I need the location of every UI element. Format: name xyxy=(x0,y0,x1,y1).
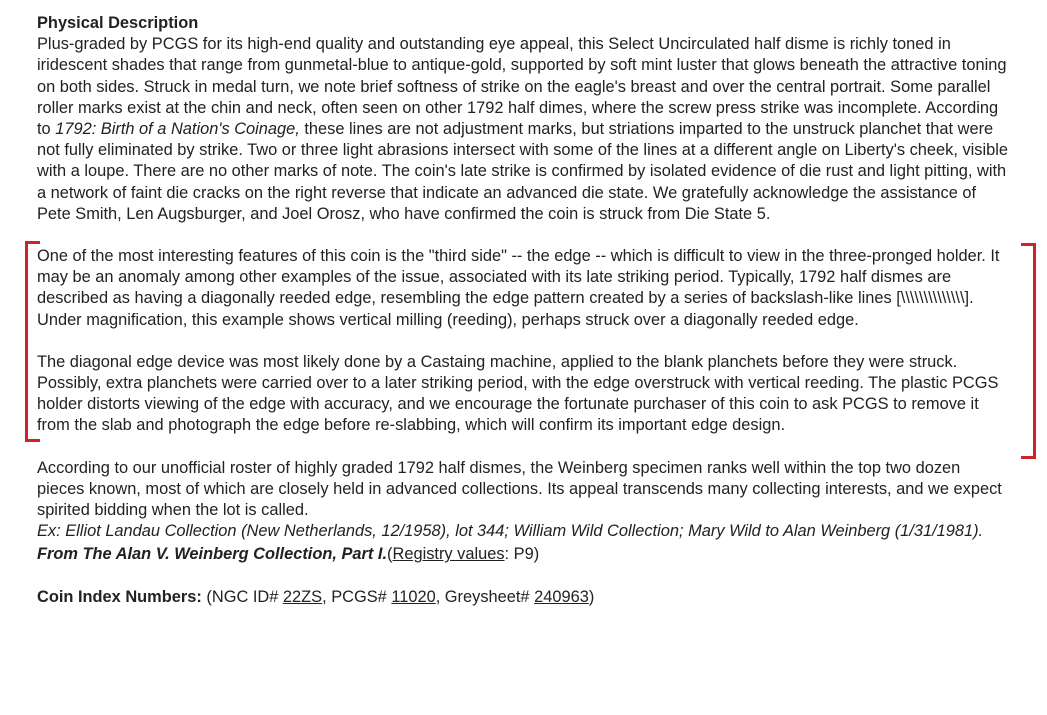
highlighted-edge-section xyxy=(37,246,1012,437)
lot-description xyxy=(37,13,1012,608)
castaing-paragraph: The diagonal edge device was most likely done by a Castaing machine, applied to the blank planchets before they were struck. Possibly, extra planchets were carried over to a later striking period, with the edge overstruck with vertical reeding. The plastic PCGS holder distorts viewing of the edge with accuracy, and we encourage the fortunate purchaser of this coin to ask PCGS to remove it from the slab and photograph the edge before re-slabbing, which will confirm its important edge design. xyxy=(37,352,999,435)
ngc-prefix: (NGC ID# xyxy=(201,587,283,606)
greysheet-prefix: , Greysheet# xyxy=(435,587,535,606)
para1-text-a: Plus-graded by PCGS for its high-end quality and outstanding eye appeal, this Select Uncirculated half disme is richly toned in iridescent shades that range from gunmetal-blue to antique-gold, supported by soft mint luster that glows beneath the attractive toning on both sides. Struck in medal turn, we note brief softness of strike on the eagle's breast and over the central portrait. Some parallel roller marks exist at the chin and neck, often seen on other 1792 half dimes, where the screw press strike was incomplete. According to xyxy=(37,35,1007,139)
ngc-id-link[interactable]: 22ZS xyxy=(282,587,323,606)
open-paren: ( xyxy=(387,545,393,564)
pcgs-prefix: , PCGS# xyxy=(322,587,392,606)
right-bracket-annotation xyxy=(1021,243,1036,459)
section-heading: Physical Description xyxy=(37,14,199,32)
provenance-text: Ex: Elliot Landau Collection (New Netherlands, 12/1958), lot 344; William Wild Collection; Mary Wild to Alan Weinberg (1/31/1981). xyxy=(37,522,984,541)
roster-paragraph: According to our unofficial roster of highly graded 1792 half dismes, the Weinberg specimen ranks well within the top two dozen pieces known, most of which are closely held in advanced collections. Its appeal transcends many collecting interests, and we expect spirited bidding when the lot is called. xyxy=(37,458,1002,520)
para1-text-b: these lines are not adjustment marks, but striations imparted to the unstruck planchet that were not fully eliminated by strike. Two or three light abrasions intersect with some of the lines at a different angle on Liberty's cheek, visible with a loupe. There are no other marks of note. The coin's late strike is confirmed by isolated evidence of die rust and light pitting, with a network of faint die cracks on the right reverse that indicate an advanced die state. We gratefully acknowledge the assistance of Pete Smith, Len Augsburger, and Joel Orosz, who have confirmed the coin is struck from Die State 5. xyxy=(37,120,1008,223)
book-title: 1792: Birth of a Nation's Coinage, xyxy=(55,120,300,139)
left-bracket-annotation xyxy=(25,241,40,442)
pcgs-id-link[interactable]: 11020 xyxy=(391,587,436,606)
coin-index-label: Coin Index Numbers: xyxy=(37,587,202,606)
greysheet-id-link[interactable]: 240963 xyxy=(534,587,589,606)
close-paren: ) xyxy=(588,587,595,606)
physical-description-paragraph xyxy=(37,34,1012,225)
collection-line xyxy=(37,544,1012,565)
collection-title: From The Alan V. Weinberg Collection, Part I. xyxy=(37,545,388,564)
coin-index-line xyxy=(37,587,1012,608)
registry-value: : P9) xyxy=(504,545,540,564)
registry-values-link[interactable]: Registry values xyxy=(392,545,505,564)
edge-paragraph: One of the most interesting features of this coin is the "third side" -- the edge -- which is difficult to view in the three-pronged holder. It may be an anomaly among other examples of the issue, associated with its late striking period. Typically, 1792 half dismes are described as having a diagonally reeded edge, resembling the edge pattern created by a series of backslash-like lines [\\\\\\\\\\\\\\]. Under magnification, this example shows vertical milling (reeding), perhaps struck over a diagonally reeded edge. xyxy=(37,247,1000,329)
